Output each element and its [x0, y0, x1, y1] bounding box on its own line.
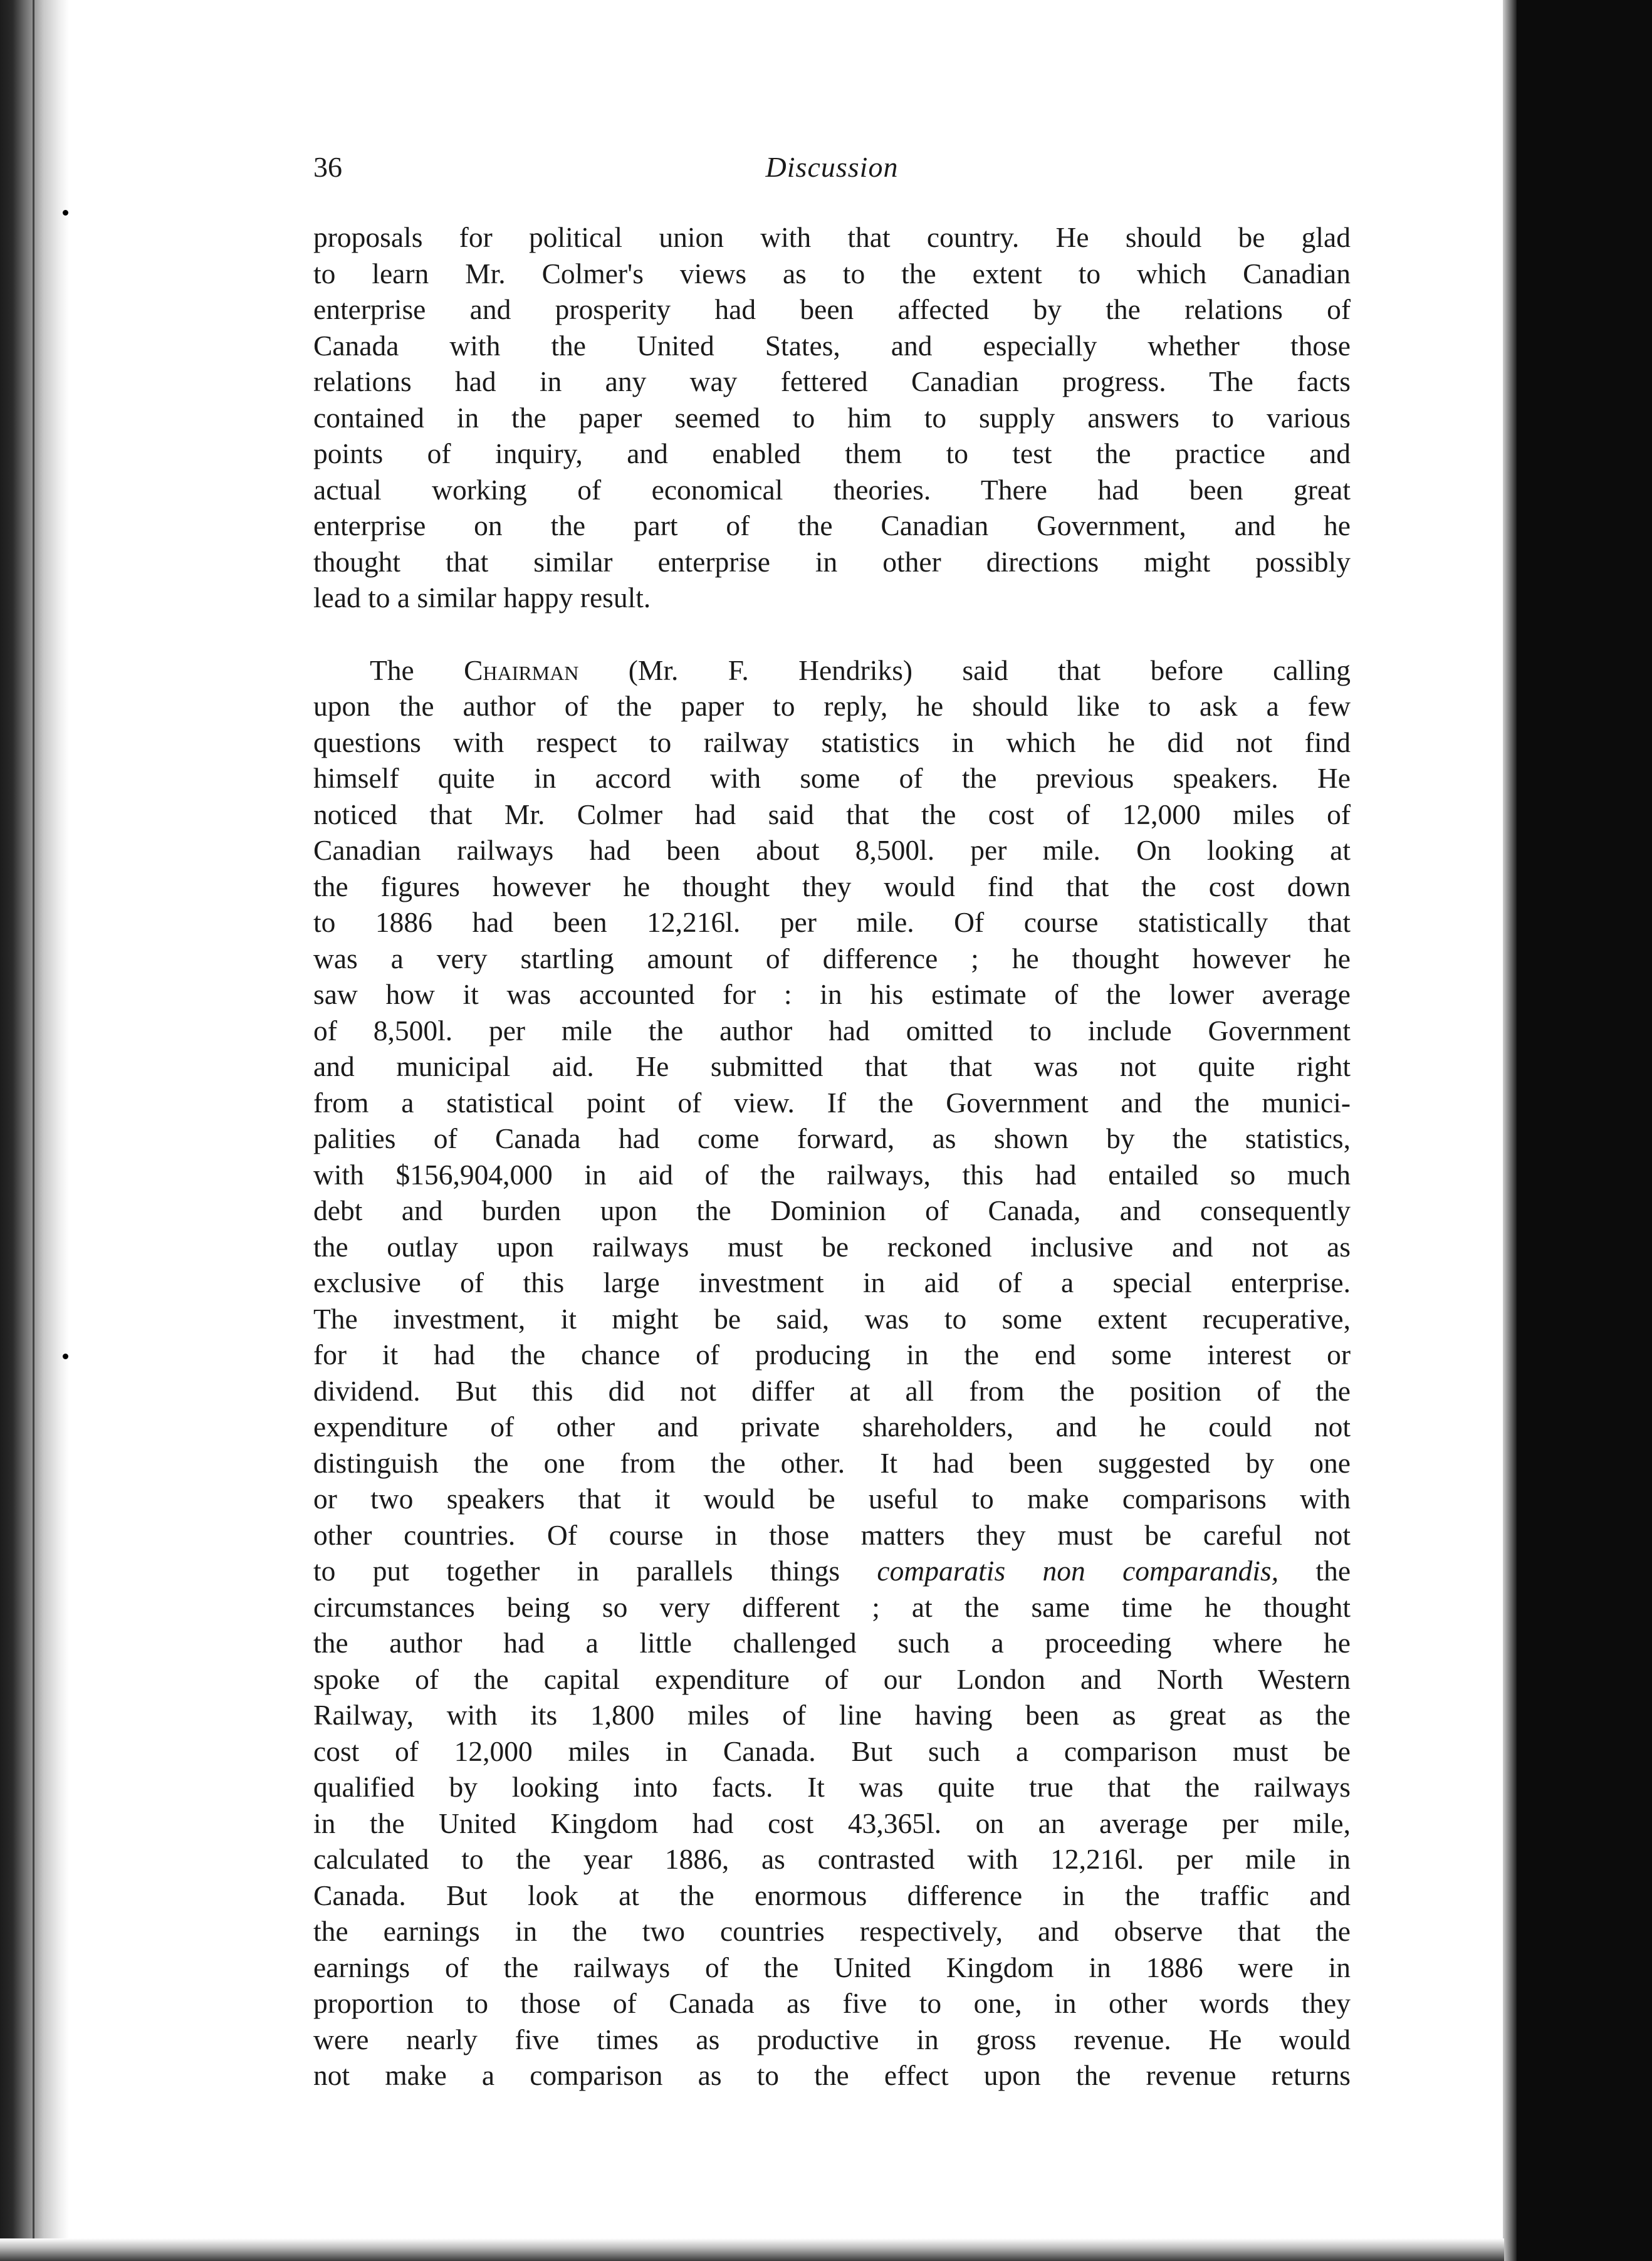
running-head: Discussion	[765, 151, 899, 183]
text-line: Canada with the United States, and especially whether those	[313, 329, 1351, 362]
scan-bottom-border	[0, 2238, 1504, 2261]
page-number: 36	[313, 151, 342, 183]
text-line: to learn Mr. Colmer's views as to the extent to which Canadian	[313, 257, 1351, 290]
lead-word: The	[370, 654, 414, 686]
text-line: to 1886 had been 12,216l. per mile. Of course statistically that	[313, 906, 1351, 938]
text-line: expenditure of other and private shareholders, and he could not	[313, 1411, 1351, 1443]
speaker-name: Chairman	[464, 654, 579, 686]
text-line: lead to a similar happy result.	[313, 582, 651, 614]
text-line: the author had a little challenged such a proceeding where he	[313, 1627, 1351, 1659]
text-lines-group	[313, 1589, 1351, 2094]
text-line	[313, 652, 1351, 689]
line-segment: to put together in parallels things	[313, 1555, 840, 1587]
scan-right-border	[1503, 0, 1652, 2261]
text-line: Railway, with its 1,800 miles of line having been as great as the	[313, 1699, 1351, 1731]
text-line: contained in the paper seemed to him to supply answers to various	[313, 401, 1351, 434]
first-line-text: (Mr. F. Hendriks) said that before calling	[628, 654, 1351, 686]
text-line: the earnings in the two countries respectively, and observe that the	[313, 1915, 1351, 1947]
text-line: not make a comparison as to the effect upon the revenue returns	[313, 2059, 1351, 2091]
text-line: proposals for political union with that country. He should be glad	[313, 221, 1351, 253]
text-line: points of inquiry, and enabled them to test the practice and	[313, 437, 1351, 469]
text-line: earnings of the railways of the United Kingdom in 1886 were in	[313, 1951, 1351, 1983]
text-line: relations had in any way fettered Canadian progress. The facts	[313, 365, 1351, 397]
page-header	[313, 150, 1351, 219]
text-line: The investment, it might be said, was to some extent recuperative,	[313, 1302, 1351, 1335]
text-line: exclusive of this large investment in aid of a special enterprise.	[313, 1266, 1351, 1298]
text-line: dividend. But this did not differ at all from the position of the	[313, 1374, 1351, 1407]
scan-speck	[63, 210, 68, 216]
text-line: circumstances being so very different ; at the same time he thought	[313, 1590, 1351, 1623]
line-segment: the	[1315, 1555, 1351, 1587]
text-line: other countries. Of course in those matters they must be careful not	[313, 1518, 1351, 1551]
text-line: enterprise and prosperity had been affected by the relations of	[313, 293, 1351, 325]
text-line: of 8,500l. per mile the author had omitted to include Government	[313, 1014, 1351, 1047]
text-line: Canadian railways had been about 8,500l. per mile. On looking at	[313, 834, 1351, 866]
paragraph-continued	[313, 219, 1351, 616]
text-line: the figures however he thought they would find that the cost down	[313, 870, 1351, 902]
scan-left-rule	[33, 0, 34, 2261]
book-page	[313, 150, 1351, 2094]
text-line: proportion to those of Canada as five to one, in other words they	[313, 1987, 1351, 2019]
text-line: with $156,904,000 in aid of the railways, this had entailed so much	[313, 1158, 1351, 1191]
text-line: questions with respect to railway statistics in which he did not find	[313, 726, 1351, 758]
scan-left-border	[0, 0, 69, 2261]
text-line: calculated to the year 1886, as contrasted with 12,216l. per mile in	[313, 1843, 1351, 1875]
text-line: palities of Canada had come forward, as shown by the statistics,	[313, 1122, 1351, 1154]
text-line: were nearly five times as productive in gross revenue. He would	[313, 2023, 1351, 2055]
scan-right-shadow	[1503, 0, 1517, 2261]
text-line: cost of 12,000 miles in Canada. But such a comparison must be	[313, 1735, 1351, 1767]
text-line-with-italic	[313, 1553, 1351, 1589]
text-line: or two speakers that it would be useful to make comparisons with	[313, 1483, 1351, 1515]
text-line: saw how it was accounted for : in his estimate of the lower average	[313, 978, 1351, 1010]
paragraph-chairman	[313, 652, 1351, 2094]
scan-speck	[63, 1354, 68, 1359]
text-line: distinguish the one from the other. It had been suggested by one	[313, 1446, 1351, 1479]
text-line: qualified by looking into facts. It was quite true that the railways	[313, 1771, 1351, 1803]
text-line: noticed that Mr. Colmer had said that the cost of 12,000 miles of	[313, 798, 1351, 830]
text-line: for it had the chance of producing in the end some interest or	[313, 1339, 1351, 1371]
text-line: Canada. But look at the enormous difference in the traffic and	[313, 1879, 1351, 1911]
text-line: himself quite in accord with some of the previous speakers. He	[313, 762, 1351, 794]
text-line: actual working of economical theories. There had been great	[313, 473, 1351, 506]
text-line: from a statistical point of view. If the Government and the munici-	[313, 1086, 1351, 1119]
text-line: the outlay upon railways must be reckoned inclusive and not as	[313, 1230, 1351, 1263]
text-lines-group	[313, 688, 1351, 1553]
text-line: in the United Kingdom had cost 43,365l. on an average per mile,	[313, 1807, 1351, 1839]
text-line: was a very startling amount of difference ; he thought however he	[313, 942, 1351, 974]
italic-phrase: comparatis non comparandis,	[877, 1555, 1279, 1587]
text-line: thought that similar enterprise in other directions might possibly	[313, 545, 1351, 578]
text-line: upon the author of the paper to reply, he should like to ask a few	[313, 690, 1351, 722]
text-line: debt and burden upon the Dominion of Canada, and consequently	[313, 1194, 1351, 1226]
text-line: enterprise on the part of the Canadian Government, and he	[313, 509, 1351, 541]
text-line: and municipal aid. He submitted that that was not quite right	[313, 1050, 1351, 1082]
text-line: spoke of the capital expenditure of our London and North Western	[313, 1663, 1351, 1695]
paragraph-gap	[313, 616, 1351, 652]
